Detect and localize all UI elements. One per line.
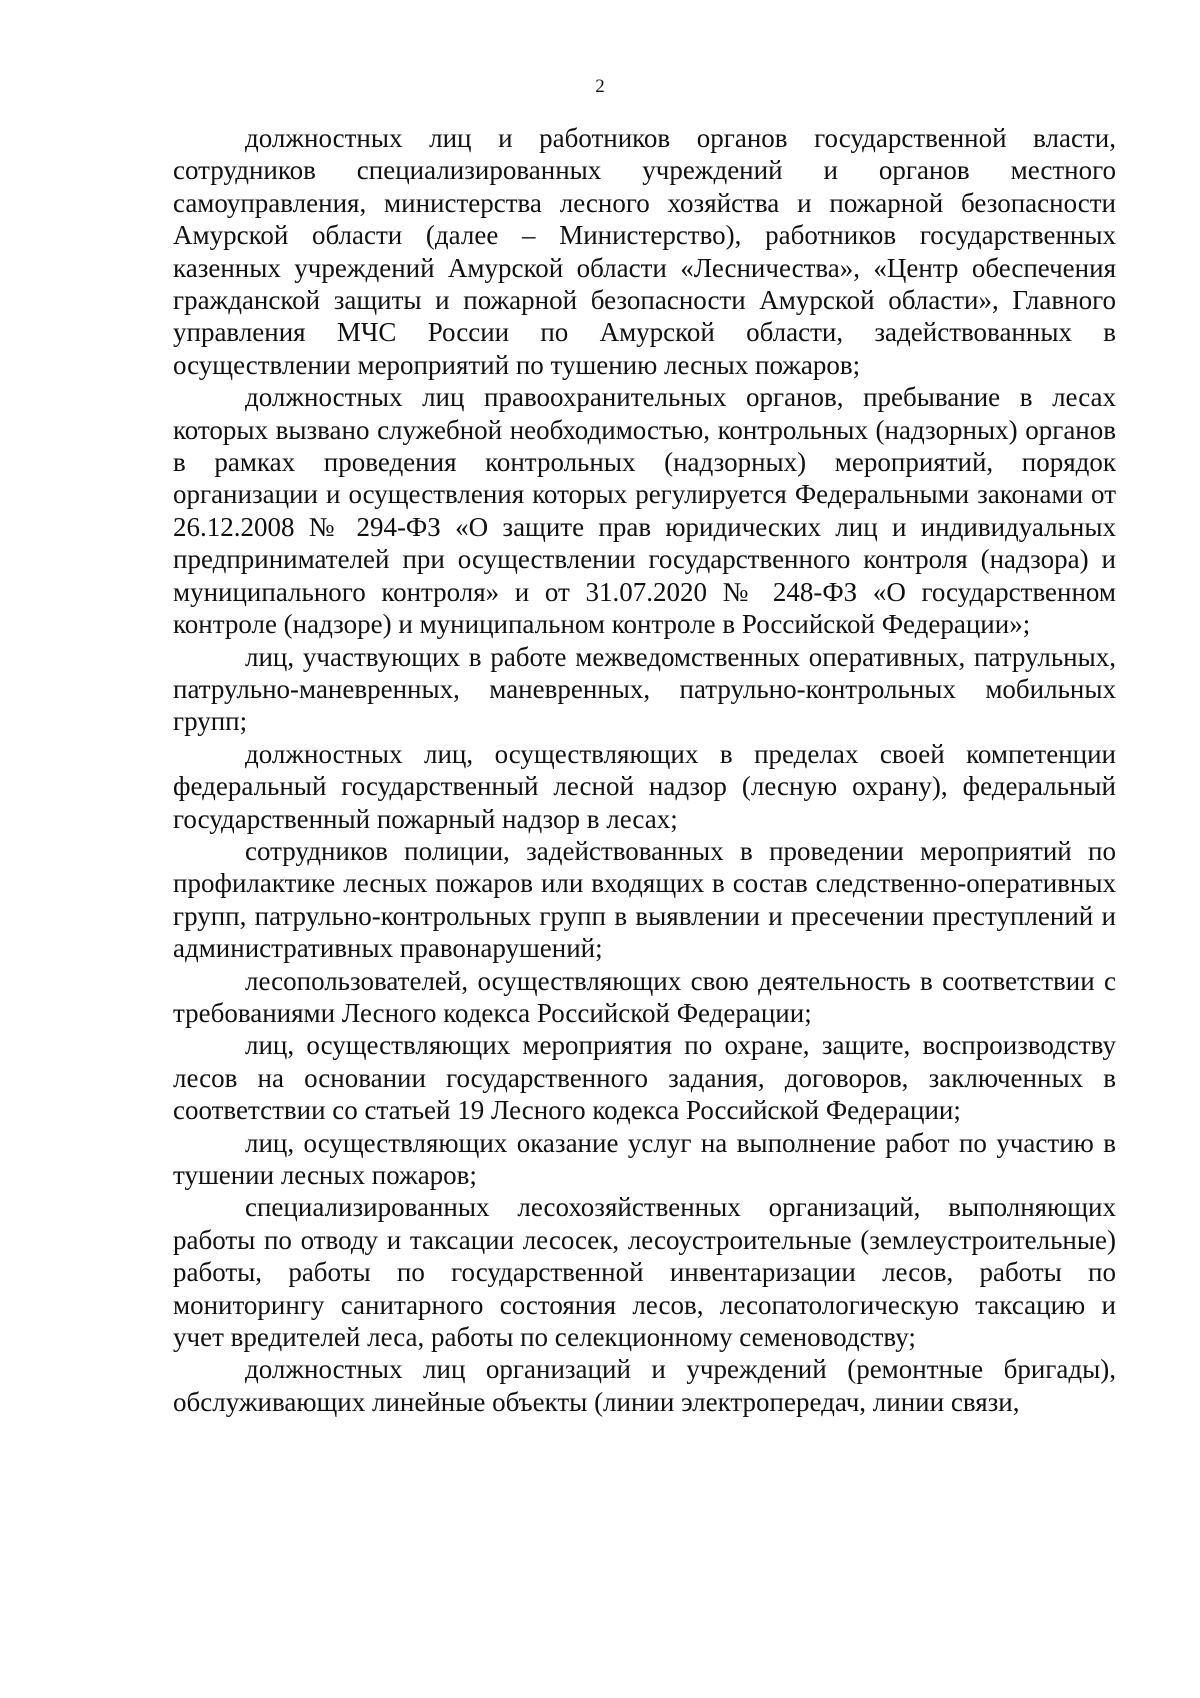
paragraph: лиц, осуществляющих мероприятия по охране, защите, воспроизводству лесов на основании государственного задания, договоров, заключенных в соответствии со статьей 19 Лесного кодекса Российской Федерации;: [173, 1030, 1116, 1126]
paragraph: должностных лиц, осуществляющих в пределах своей компетенции федеральный государственный лесной надзор (лесную охрану), федеральный государственный пожарный надзор в лесах;: [173, 738, 1116, 834]
paragraph: лиц, участвующих в работе межведомственных оперативных, патрульных, патрульно-маневренных, маневренных, патрульно-контрольных мобильных групп;: [173, 641, 1116, 737]
paragraph: должностных лиц правоохранительных органов, пребывание в лесах которых вызвано служебной необходимостью, контрольных (надзорных) органов в рамках проведения контрольных (надзорных) мероприятий, порядок организации и осуществления которых регулируется Федеральными законами от 26.12.2008 № 294-ФЗ «О защите прав юридических лиц и индивидуальных предпринимателей при осуществлении государственного контроля (надзора) и муниципального контроля» и от 31.07.2020 № 248-ФЗ «О государственном контроле (надзоре) и муниципальном контроле в Российской Федерации»;: [173, 382, 1116, 640]
paragraph: должностных лиц организаций и учреждений (ремонтные бригады), обслуживающих линейные объекты (линии электропередач, линии связи,: [173, 1354, 1116, 1417]
page-number: 2: [595, 76, 605, 97]
paragraph: лиц, осуществляющих оказание услуг на выполнение работ по участию в тушении лесных пожаров;: [173, 1127, 1116, 1190]
document-body: [173, 122, 1116, 1418]
paragraph: должностных лиц и работников органов государственной власти, сотрудников специализированных учреждений и органов местного самоуправления, министерства лесного хозяйства и пожарной безопасности Амурской области (далее – Министерство), работников государственных казенных учреждений Амурской области «Лесничества», «Центр обеспечения гражданской защиты и пожарной безопасности Амурской области», Главного управления МЧС России по Амурской области, задействованных в осуществлении мероприятий по тушению лесных пожаров;: [173, 123, 1116, 380]
paragraph: специализированных лесохозяйственных организаций, выполняющих работы по отводу и таксации лесосек, лесоустроительные (землеустроительные) работы, работы по государственной инвентаризации лесов, работы по мониторингу санитарного состояния лесов, лесопатологическую таксацию и учет вредителей леса, работы по селекционному семеноводству;: [173, 1192, 1116, 1353]
paragraph: сотрудников полиции, задействованных в проведении мероприятий по профилактике лесных пожаров или входящих в состав следственно-оперативных групп, патрульно-контрольных групп в выявлении и пресечении преступлений и административных правонарушений;: [173, 835, 1116, 964]
paragraph: лесопользователей, осуществляющих свою деятельность в соответствии с требованиями Лесного кодекса Российской Федерации;: [173, 965, 1116, 1028]
